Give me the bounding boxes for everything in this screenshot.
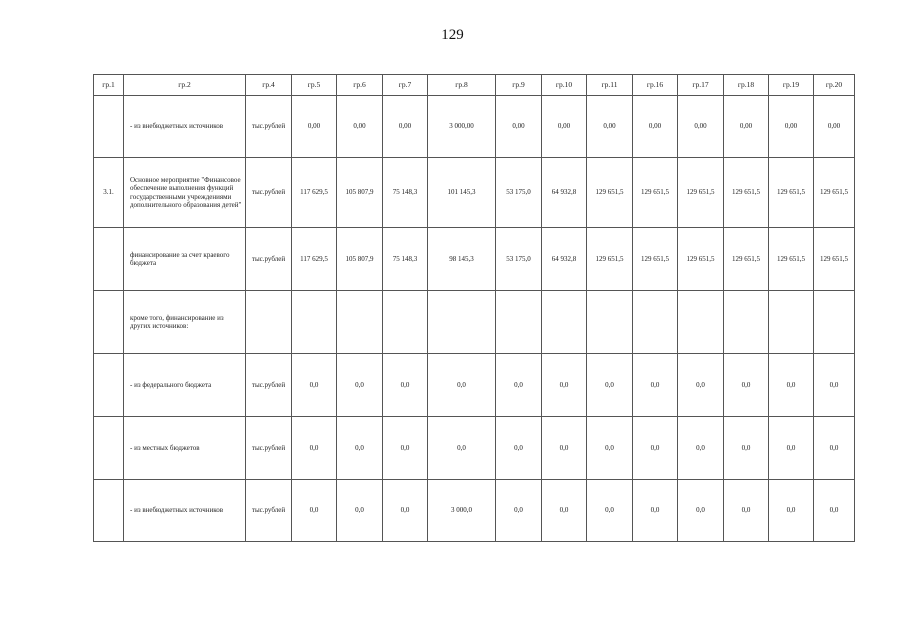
column-header: гр.1 (94, 75, 124, 96)
table-cell (724, 291, 769, 354)
table-cell: 0,0 (814, 480, 855, 542)
table-cell: 0,0 (678, 480, 724, 542)
table-cell (94, 354, 124, 417)
column-header: гр.6 (337, 75, 383, 96)
table-cell (587, 291, 633, 354)
table-cell: 0,0 (587, 354, 633, 417)
table-cell: 129 651,5 (769, 158, 814, 228)
table-row (94, 417, 855, 480)
table-cell: 105 807,9 (337, 228, 383, 291)
table-row (94, 228, 855, 291)
table-cell: 0,0 (428, 417, 496, 480)
table-cell: 0,00 (383, 96, 428, 158)
table-cell: 129 651,5 (814, 228, 855, 291)
table-cell: 129 651,5 (724, 228, 769, 291)
table-cell (94, 291, 124, 354)
table-cell: тыс.рублей (246, 354, 292, 417)
table-cell: 0,0 (383, 417, 428, 480)
column-header: гр.20 (814, 75, 855, 96)
column-header: гр.2 (124, 75, 246, 96)
table-cell: тыс.рублей (246, 480, 292, 542)
table-cell: - из внебюджетных источников (124, 480, 246, 542)
table-cell: 0,00 (292, 96, 337, 158)
column-header: гр.4 (246, 75, 292, 96)
table-cell: 129 651,5 (769, 228, 814, 291)
column-header: гр.19 (769, 75, 814, 96)
table-cell: 0,0 (542, 480, 587, 542)
table-cell: - из федерального бюджета (124, 354, 246, 417)
table-cell (496, 291, 542, 354)
table-cell: 75 148,3 (383, 228, 428, 291)
table-cell: 0,0 (496, 354, 542, 417)
column-header: гр.18 (724, 75, 769, 96)
table-cell: 0,0 (724, 417, 769, 480)
column-header: гр.8 (428, 75, 496, 96)
table-cell: 53 175,0 (496, 158, 542, 228)
table-cell: 53 175,0 (496, 228, 542, 291)
table-cell: 0,00 (496, 96, 542, 158)
table-cell: тыс.рублей (246, 417, 292, 480)
table-cell: 0,0 (678, 417, 724, 480)
column-header: гр.7 (383, 75, 428, 96)
table-cell (428, 291, 496, 354)
table-cell: 64 932,8 (542, 158, 587, 228)
table-cell: 3 000,0 (428, 480, 496, 542)
column-header: гр.17 (678, 75, 724, 96)
header-row (94, 75, 855, 96)
column-header: гр.5 (292, 75, 337, 96)
table-cell: 0,00 (724, 96, 769, 158)
table-cell: кроме того, финансирование из других источников: (124, 291, 246, 354)
table-cell: 0,0 (769, 417, 814, 480)
table-cell: 0,00 (587, 96, 633, 158)
table-cell: 0,0 (678, 354, 724, 417)
page-number: 129 (441, 27, 464, 43)
table-cell: финансирование за счет краевого бюджета (124, 228, 246, 291)
table-cell: 129 651,5 (724, 158, 769, 228)
table-cell: 129 651,5 (678, 158, 724, 228)
table-cell (769, 291, 814, 354)
table-cell: 0,0 (383, 480, 428, 542)
table-row (94, 291, 855, 354)
table-cell: 117 629,5 (292, 228, 337, 291)
column-header: гр.10 (542, 75, 587, 96)
table-cell (246, 291, 292, 354)
table-cell: 105 807,9 (337, 158, 383, 228)
table-cell: 101 145,3 (428, 158, 496, 228)
table-cell (633, 291, 678, 354)
table-cell: 0,0 (769, 480, 814, 542)
table-cell: 0,0 (496, 417, 542, 480)
table-cell: 0,0 (724, 354, 769, 417)
table-cell (94, 228, 124, 291)
table-cell: 129 651,5 (587, 228, 633, 291)
table-cell: 0,0 (542, 417, 587, 480)
table-row (94, 158, 855, 228)
table-cell: 0,0 (383, 354, 428, 417)
table-cell (94, 417, 124, 480)
table-cell: 0,0 (292, 417, 337, 480)
table-cell: 0,0 (633, 480, 678, 542)
table-cell: 129 651,5 (678, 228, 724, 291)
table-cell: 3 000,00 (428, 96, 496, 158)
table-cell: 0,0 (337, 354, 383, 417)
table-cell: 98 145,3 (428, 228, 496, 291)
table-cell: тыс.рублей (246, 96, 292, 158)
table-cell: 0,0 (292, 480, 337, 542)
column-header: гр.9 (496, 75, 542, 96)
table-row (94, 96, 855, 158)
table-cell: 0,0 (292, 354, 337, 417)
table-cell: Основное мероприятие "Финансовое обеспечение выполнения функций государственными учреждениями дополнительного образования детей" (124, 158, 246, 228)
budget-table (93, 74, 855, 542)
table-cell: 0,0 (814, 417, 855, 480)
table-cell: 0,00 (678, 96, 724, 158)
table-cell: 0,0 (587, 417, 633, 480)
table-cell: - из местных бюджетов (124, 417, 246, 480)
table-cell: 0,0 (496, 480, 542, 542)
table-cell: 3.1. (94, 158, 124, 228)
table-row (94, 480, 855, 542)
table-cell: тыс.рублей (246, 228, 292, 291)
table-cell: 64 932,8 (542, 228, 587, 291)
table-cell: 0,0 (633, 417, 678, 480)
table-cell: 117 629,5 (292, 158, 337, 228)
table-cell: 0,0 (724, 480, 769, 542)
column-header: гр.11 (587, 75, 633, 96)
table-cell: 129 651,5 (633, 158, 678, 228)
table-cell (94, 480, 124, 542)
table-cell: 0,00 (633, 96, 678, 158)
table-cell (337, 291, 383, 354)
table-cell: 0,00 (769, 96, 814, 158)
table-cell (94, 96, 124, 158)
table-cell: 75 148,3 (383, 158, 428, 228)
table-cell: 0,0 (337, 480, 383, 542)
table-cell: 0,0 (633, 354, 678, 417)
table-cell: 0,00 (814, 96, 855, 158)
table-cell: 0,00 (337, 96, 383, 158)
table-cell: 129 651,5 (587, 158, 633, 228)
table-cell: 129 651,5 (814, 158, 855, 228)
table-cell: 129 651,5 (633, 228, 678, 291)
table-cell: 0,0 (814, 354, 855, 417)
table-cell: 0,00 (542, 96, 587, 158)
table-cell: 0,0 (587, 480, 633, 542)
table-cell (292, 291, 337, 354)
table-cell (542, 291, 587, 354)
table-cell (814, 291, 855, 354)
table-row (94, 354, 855, 417)
table-cell (383, 291, 428, 354)
table-cell: - из внебюджетных источников (124, 96, 246, 158)
table-cell: 0,0 (428, 354, 496, 417)
column-header: гр.16 (633, 75, 678, 96)
table-cell (678, 291, 724, 354)
table-cell: 0,0 (542, 354, 587, 417)
table-cell: тыс.рублей (246, 158, 292, 228)
table-cell: 0,0 (337, 417, 383, 480)
table-cell: 0,0 (769, 354, 814, 417)
